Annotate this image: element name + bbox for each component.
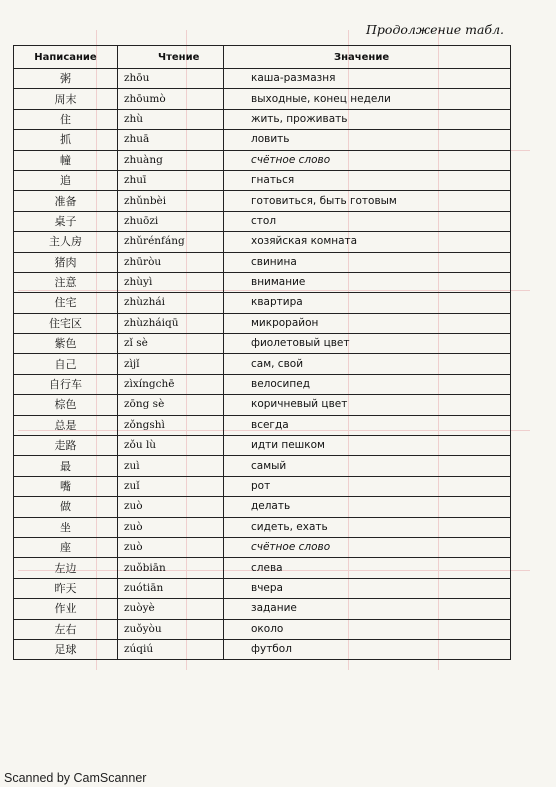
hanzi-cell: 总是 xyxy=(14,415,118,435)
table-row xyxy=(14,334,511,354)
pinyin-cell: zhùzháiqū xyxy=(118,313,224,333)
hanzi-cell: 自己 xyxy=(14,354,118,374)
hanzi-cell: 住宅区 xyxy=(14,313,118,333)
meaning-cell: коричневый цвет xyxy=(224,395,511,415)
pinyin-cell: zhuàng xyxy=(118,150,224,170)
pinyin-cell: zuì xyxy=(118,456,224,476)
meaning-cell: свинина xyxy=(224,252,511,272)
pinyin-cell: zhuā xyxy=(118,130,224,150)
hanzi-cell: 做 xyxy=(14,497,118,517)
meaning-cell: внимание xyxy=(224,272,511,292)
hanzi-cell: 幢 xyxy=(14,150,118,170)
vocabulary-table xyxy=(13,45,511,660)
pinyin-cell: zuòyè xyxy=(118,599,224,619)
table-row xyxy=(14,354,511,374)
meaning-cell: рот xyxy=(224,476,511,496)
pinyin-cell: zǒu lù xyxy=(118,436,224,456)
table-row xyxy=(14,69,511,89)
hanzi-cell: 粥 xyxy=(14,69,118,89)
table-row xyxy=(14,558,511,578)
meaning-cell: сам, свой xyxy=(224,354,511,374)
header-meaning: Значение xyxy=(224,46,511,69)
table-row xyxy=(14,456,511,476)
hanzi-cell: 昨天 xyxy=(14,578,118,598)
meaning-cell: выходные, конец недели xyxy=(224,89,511,109)
table-row xyxy=(14,374,511,394)
meaning-cell: около xyxy=(224,619,511,639)
meaning-cell: слева xyxy=(224,558,511,578)
meaning-cell: делать xyxy=(224,497,511,517)
meaning-cell: ловить xyxy=(224,130,511,150)
hanzi-cell: 足球 xyxy=(14,639,118,659)
pinyin-cell: zhùzhái xyxy=(118,293,224,313)
pinyin-cell: zhùyì xyxy=(118,272,224,292)
pinyin-cell: zhōu xyxy=(118,69,224,89)
table-row xyxy=(14,89,511,109)
meaning-cell: квартира xyxy=(224,293,511,313)
hanzi-cell: 左边 xyxy=(14,558,118,578)
pinyin-cell: zìxíngchē xyxy=(118,374,224,394)
pinyin-cell: zhuī xyxy=(118,170,224,190)
table-row xyxy=(14,150,511,170)
camscanner-watermark: Scanned by CamScanner xyxy=(4,771,147,785)
meaning-cell: счётное слово xyxy=(224,537,511,557)
hanzi-cell: 左右 xyxy=(14,619,118,639)
hanzi-cell: 坐 xyxy=(14,517,118,537)
pinyin-cell: zúqiú xyxy=(118,639,224,659)
table-row xyxy=(14,578,511,598)
pinyin-cell: zhūròu xyxy=(118,252,224,272)
table-row xyxy=(14,619,511,639)
pinyin-cell: zuǒbiān xyxy=(118,558,224,578)
pinyin-cell: zuǐ xyxy=(118,476,224,496)
pinyin-cell: zuò xyxy=(118,537,224,557)
meaning-cell: гнаться xyxy=(224,170,511,190)
meaning-cell: готовиться, быть готовым xyxy=(224,191,511,211)
hanzi-cell: 准备 xyxy=(14,191,118,211)
hanzi-cell: 自行车 xyxy=(14,374,118,394)
pinyin-cell: zhōumò xyxy=(118,89,224,109)
table-row xyxy=(14,313,511,333)
hanzi-cell: 猪肉 xyxy=(14,252,118,272)
header-reading: Чтение xyxy=(118,46,224,69)
hanzi-cell: 紫色 xyxy=(14,334,118,354)
meaning-cell: микрорайон xyxy=(224,313,511,333)
pinyin-cell: zhǔrénfáng xyxy=(118,232,224,252)
table-row xyxy=(14,232,511,252)
meaning-cell: идти пешком xyxy=(224,436,511,456)
meaning-cell: задание xyxy=(224,599,511,619)
meaning-cell: стол xyxy=(224,211,511,231)
pinyin-cell: zhù xyxy=(118,109,224,129)
table-row xyxy=(14,293,511,313)
meaning-cell: фиолетовый цвет xyxy=(224,334,511,354)
meaning-cell: всегда xyxy=(224,415,511,435)
hanzi-cell: 住 xyxy=(14,109,118,129)
hanzi-cell: 最 xyxy=(14,456,118,476)
pinyin-cell: zōng sè xyxy=(118,395,224,415)
hanzi-cell: 桌子 xyxy=(14,211,118,231)
hanzi-cell: 嘴 xyxy=(14,476,118,496)
meaning-cell: футбол xyxy=(224,639,511,659)
pinyin-cell: zuò xyxy=(118,517,224,537)
table-row xyxy=(14,476,511,496)
table-row xyxy=(14,639,511,659)
meaning-cell: хозяйская комната xyxy=(224,232,511,252)
meaning-cell: велосипед xyxy=(224,374,511,394)
hanzi-cell: 注意 xyxy=(14,272,118,292)
pinyin-cell: zǒngshì xyxy=(118,415,224,435)
pinyin-cell: zuǒyòu xyxy=(118,619,224,639)
table-row xyxy=(14,252,511,272)
hanzi-cell: 作业 xyxy=(14,599,118,619)
table-continuation-caption: Продолжение табл. xyxy=(366,22,504,37)
hanzi-cell: 追 xyxy=(14,170,118,190)
meaning-cell: жить, проживать xyxy=(224,109,511,129)
table-row xyxy=(14,109,511,129)
table-row xyxy=(14,436,511,456)
table-row xyxy=(14,517,511,537)
hanzi-cell: 周末 xyxy=(14,89,118,109)
meaning-cell: вчера xyxy=(224,578,511,598)
table-row xyxy=(14,191,511,211)
meaning-cell: сидеть, ехать xyxy=(224,517,511,537)
header-writing: Написание xyxy=(14,46,118,69)
hanzi-cell: 主人房 xyxy=(14,232,118,252)
table-row xyxy=(14,130,511,150)
hanzi-cell: 走路 xyxy=(14,436,118,456)
pinyin-cell: zuótiān xyxy=(118,578,224,598)
table-row xyxy=(14,170,511,190)
hanzi-cell: 抓 xyxy=(14,130,118,150)
table-row xyxy=(14,599,511,619)
pinyin-cell: zuò xyxy=(118,497,224,517)
pinyin-cell: zhuōzi xyxy=(118,211,224,231)
table-header-row xyxy=(14,46,511,69)
meaning-cell: каша-размазня xyxy=(224,69,511,89)
hanzi-cell: 棕色 xyxy=(14,395,118,415)
pinyin-cell: zǐ sè xyxy=(118,334,224,354)
meaning-cell: счётное слово xyxy=(224,150,511,170)
pinyin-cell: zhǔnbèi xyxy=(118,191,224,211)
table-row xyxy=(14,415,511,435)
table-row xyxy=(14,537,511,557)
hanzi-cell: 座 xyxy=(14,537,118,557)
table-body xyxy=(14,69,511,660)
table-row xyxy=(14,211,511,231)
table-row xyxy=(14,272,511,292)
pinyin-cell: zìjǐ xyxy=(118,354,224,374)
meaning-cell: самый xyxy=(224,456,511,476)
table-row xyxy=(14,395,511,415)
hanzi-cell: 住宅 xyxy=(14,293,118,313)
table-row xyxy=(14,497,511,517)
